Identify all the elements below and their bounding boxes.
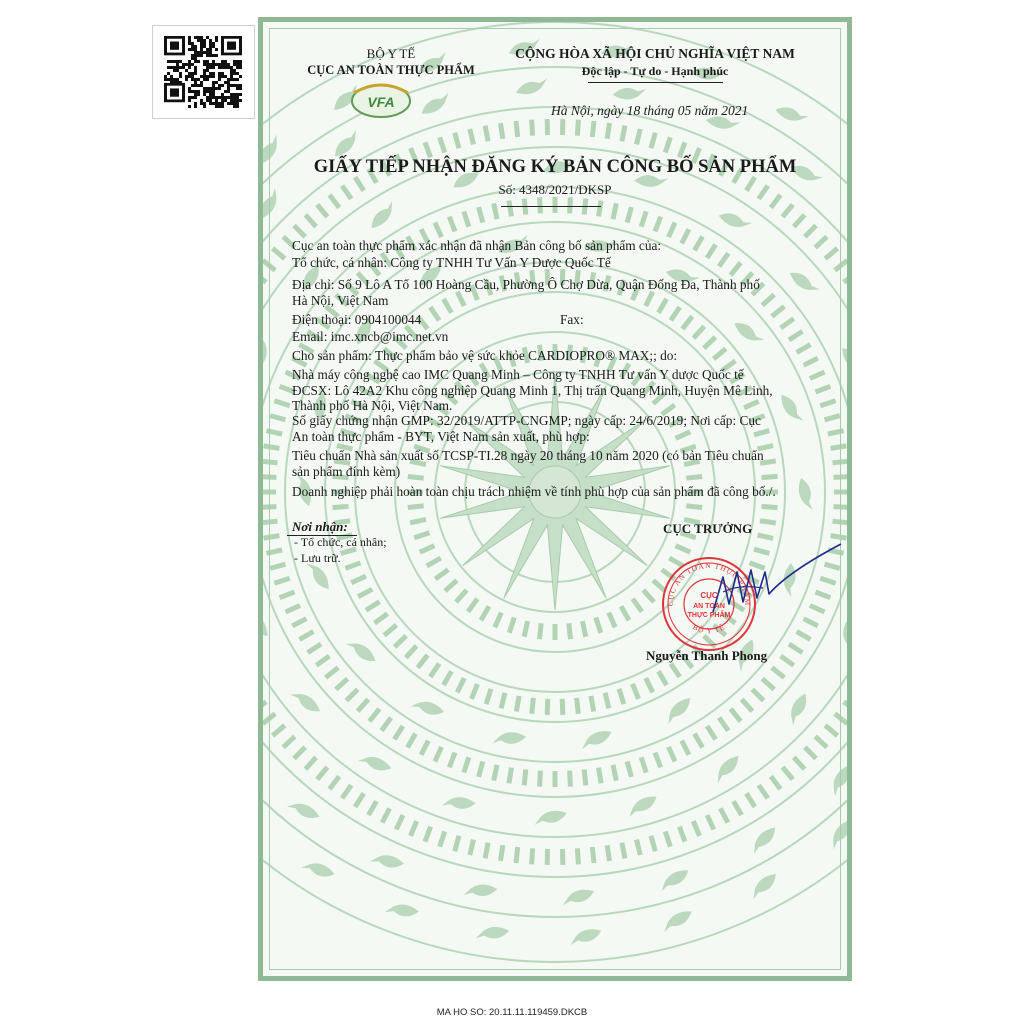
intro-line: Cục an toàn thực phẩm xác nhận đã nhận Bản công bố sản phẩm của: [292,238,662,253]
recipient-item: - Lưu trữ. [294,551,341,565]
document-title: GIẤY TIẾP NHẬN ĐĂNG KÝ BẢN CÔNG BỐ SẢN PHẨM [313,157,797,177]
handwritten-signature [693,532,843,632]
record-code: MA HO SO: 20.11.11.119459.DKCB [436,1007,588,1018]
signer-name: Nguyễn Thanh Phong [646,648,768,663]
standard-line-2: sản phẩm đính kèm) [292,464,401,479]
responsibility-line: Doanh nghiệp phải hoàn toàn chịu trách nhiệm về tính phù hợp của sản phẩm đã công bố./. [292,484,776,499]
gmp-line-2: An toàn thực phẩm - BYT, Việt Nam sản xuất, phù hợp: [292,429,590,444]
phone-line: Điện thoại: 0904100044 [292,312,422,327]
stamp-line-2: AN TOÀN [693,603,725,610]
production-address-line-2: Thành phố Hà Nội, Việt Nam. [292,398,453,413]
country-name: CỘNG HÒA XÃ HỘI CHỦ NGHĨA VIỆT NAM [515,46,795,61]
email-line: Email: imc.xncb@imc.net.vn [292,329,449,344]
product-line: Cho sản phẩm: Thực phẩm bảo vệ sức khỏe CARDIOPRO® MAX;; do: [292,348,678,363]
address-line-1: Địa chỉ: Số 9 Lô A Tổ 100 Hoàng Cầu, Phường Ô Chợ Dừa, Quận Đống Đa, Thành phố [292,277,760,292]
motto: Độc lập - Tự do - Hạnh phúc [581,64,729,78]
organization-line: Tổ chức, cá nhân: Công ty TNHH Tư Vấn Y Dược Quốc Tế [292,255,611,270]
document-number: Số: 4348/2021/DKSP [498,182,612,197]
title-underline [501,206,601,207]
issue-date: Hà Nội, ngày 18 tháng 05 năm 2021 [551,103,749,118]
factory-line: Nhà máy công nghệ cao IMC Quang Minh – Công ty TNHH Tư vấn Y dược Quốc tế [292,367,744,382]
certificate-document [258,17,852,981]
stamp-line-3: THỰC PHẨM [687,612,731,619]
recipient-item: - Tổ chức, cá nhân; [294,535,387,549]
logo-text: VFA [367,94,395,110]
agency-name: CỤC AN TOÀN THỰC PHẨM [307,63,475,77]
stamp-bottom-text: BỘ Y TẾ [691,622,727,636]
stamp-ring-text: CỤC AN TOÀN THỰC PHẨM [665,560,753,607]
standard-line-1: Tiêu chuẩn Nhà sản xuất số TCSP-TI.28 ngày 20 tháng 10 năm 2020 (có bản Tiêu chuẩn [292,448,764,463]
fax-line: Fax: [560,312,584,327]
vfa-logo [346,79,416,121]
production-address-line-1: ĐCSX: Lô 42A2 Khu công nghiệp Quang Minh 1, Thị trấn Quang Minh, Huyện Mê Linh, [292,383,773,398]
recipients-heading: Nơi nhận: [292,519,348,534]
motto-underline [588,82,723,83]
qr-code [152,25,255,119]
ministry-name: BỘ Y TẾ [366,46,416,61]
signer-title: CỤC TRƯỞNG [663,521,753,536]
gmp-line-1: Số giấy chứng nhận GMP: 32/2019/ATTP-CNGMP; ngày cấp: 24/6/2019; Nơi cấp: Cục [292,413,761,428]
stamp-line-1: CỤC [700,591,718,600]
address-line-2: Hà Nội, Việt Nam [292,293,389,308]
